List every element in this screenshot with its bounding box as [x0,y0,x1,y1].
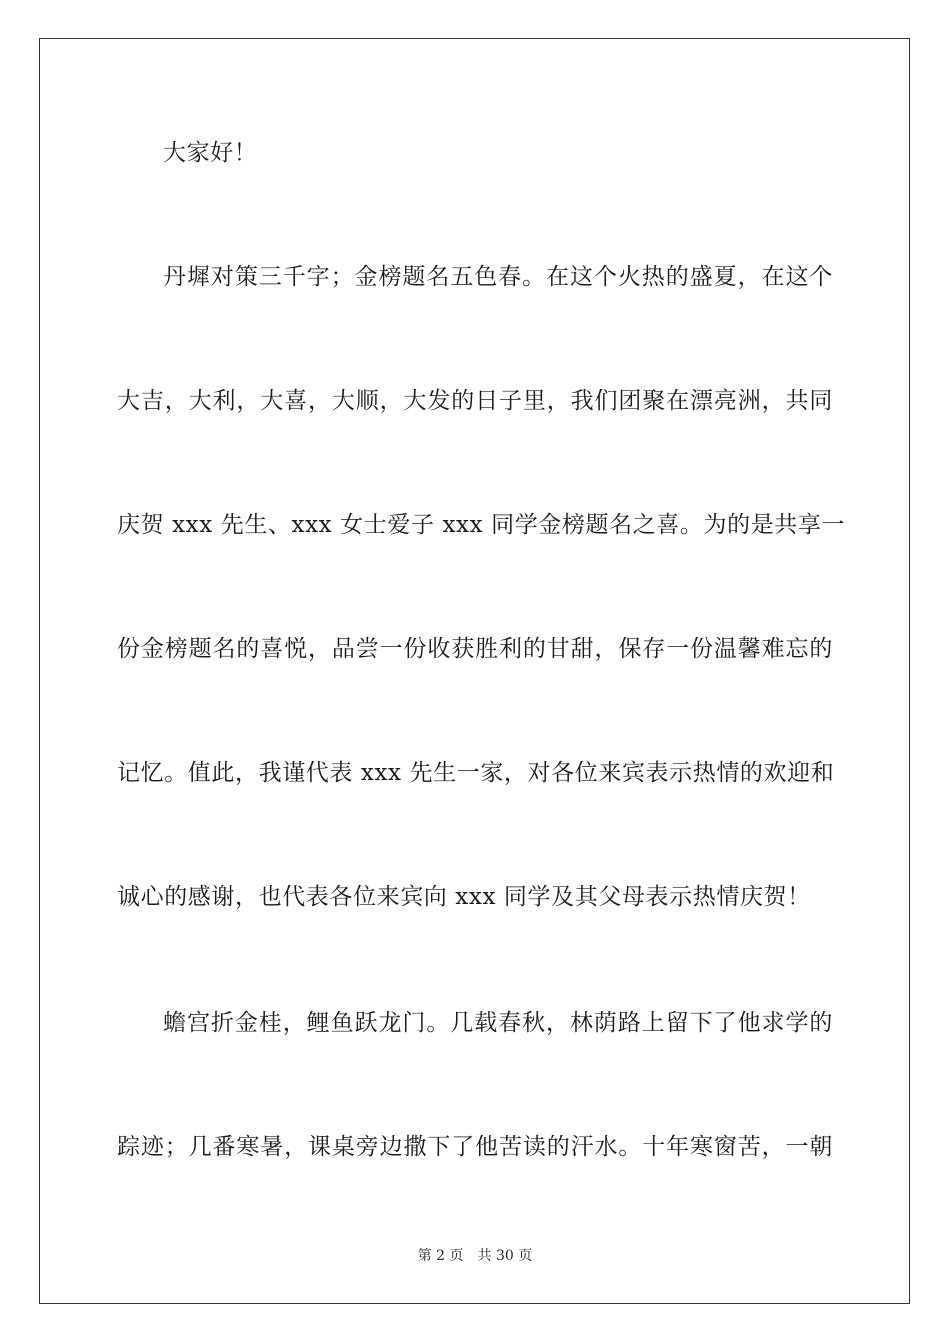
text-line: 庆贺 xxx 先生、xxx 女士爱子 xxx 同学金榜题名之喜。为的是共享一 [117,512,846,538]
text-line: 诚心的感谢，也代表各位来宾向 xxx 同学及其父母表示热情庆贺！ [117,884,811,910]
text-line: 大吉，大利，大喜，大顺，大发的日子里，我们团聚在漂亮洲，共同 [117,388,833,414]
text-line: 踪迹；几番寒暑，课桌旁边撒下了他苦读的汗水。十年寒窗苦，一朝 [117,1134,833,1160]
page-footer [0,1246,950,1266]
page-number: 第 2 页 [417,1248,464,1264]
text-line: 丹墀对策三千字；金榜题名五色春。在这个火热的盛夏，在这个 [163,264,833,290]
text-line: 大家好！ [163,140,258,166]
text-line: 记忆。值此，我谨代表 xxx 先生一家，对各位来宾表示热情的欢迎和 [117,760,835,786]
text-line: 份金榜题名的喜悦，品尝一份收获胜利的甘甜，保存一份温馨难忘的 [117,636,833,662]
page-total: 共 30 页 [477,1248,533,1264]
text-line: 蟾宫折金桂，鲤鱼跃龙门。几载春秋，林荫路上留下了他求学的 [163,1010,833,1036]
page-frame [39,38,910,1304]
